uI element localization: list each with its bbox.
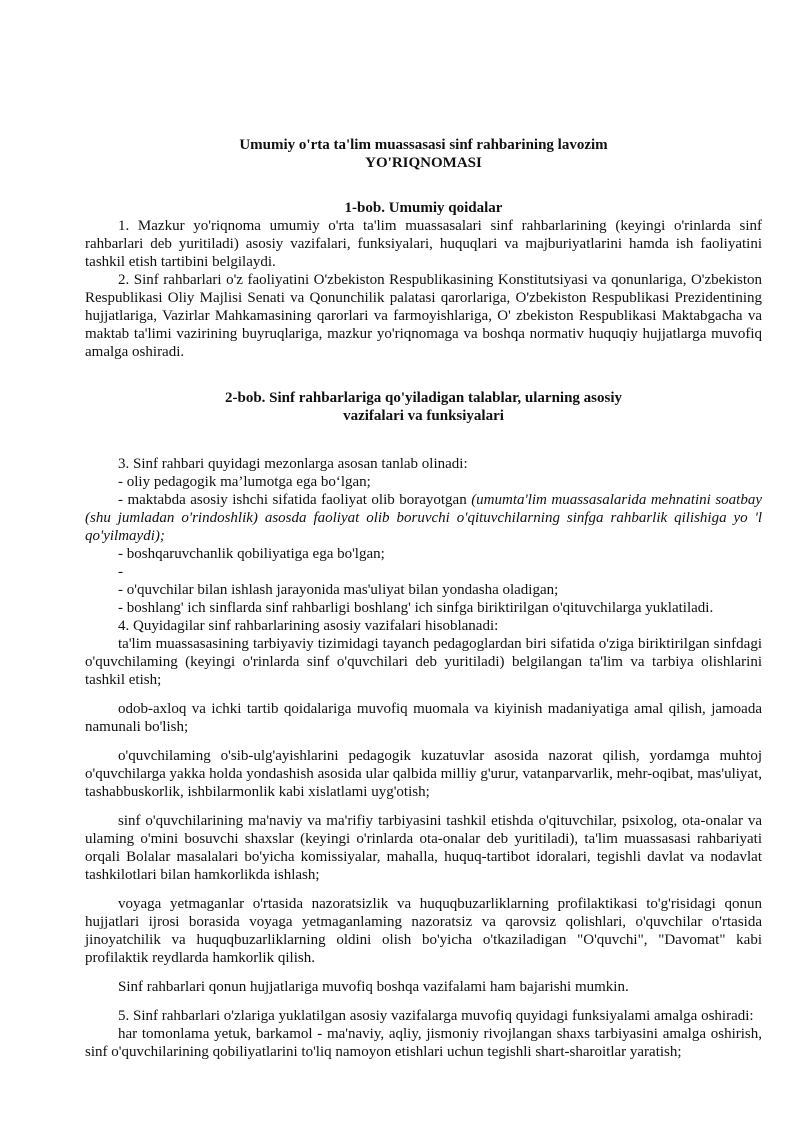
paragraph-3: 3. Sinf rahbari quyidagi mezonlarga asosan tanlab olinadi:	[118, 456, 468, 472]
criteria-item-1: - oliy pedagogik ma’lumotga ega bo‘lgan;	[118, 474, 371, 490]
chapter-2-heading-line-2: vazifalari va funksiyalari	[343, 408, 504, 424]
title-line-1: Umumiy o'rta ta'lim muassasasi sinf rahbarining lavozim	[239, 137, 608, 153]
criteria-item-2-note: (umumta'lim muassasalarida mehnatini soatbay (shu jumladan o'rindoshlik) asosda faoliyat olib boruvchi o'qituvchilarning sinfga rahbarlik qilishiga yo 'l qo'yilmaydi);	[85, 492, 762, 544]
paragraph-5: 5. Sinf rahbarlari o'zlariga yuklatilgan asosiy vazifalarga muvofiq quyidagi funksiyalami amalga oshiradi:	[118, 1008, 754, 1024]
paragraph-1: 1. Mazkur yo'riqnoma umumiy o'rta ta'lim muassasalari sinf rahbarlarining (keyingi o'rinlarda sinf rahbarlari deb yuritiladi) asosiy vazifalari, funksiyalari, huquqlari va majburiyatlarini hamda ish faoliyatini tashkil etish tartibini belgilaydi.	[85, 218, 762, 270]
duty-item-1: ta'lim muassasasining tarbiyaviy tizimidagi tayanch pedagoglardan biri sifatida o'ziga biriktirilgan sinfdagi o'quvchilaming (keyingi o'rinlarda sinf o'quvchilari deb yuritiladi) belgilangan ta'lim va tarbiya olishlarini tashkil etish;	[85, 636, 762, 688]
duty-item-5: voyaga yetmaganlar o'rtasida nazoratsizlik va huquqbuzarliklarning profilaktikasi to'g'risidagi qonun hujjatlari ijrosi borasida voyaga yetmaganlaming nazoratsiz va qarovsiz qolishlari, o'quvchilar o'rtasida jinoyatchilik va huquqbuzarliklarning oldini olish bo'yicha o'tkaziladigan "O'quvchi", "Davomat" kabi profilaktik reydlarda hamkorlik qilish.	[85, 896, 762, 966]
chapter-2-heading	[85, 389, 762, 425]
chapter-1-heading: 1-bob. Umumiy qoidalar	[344, 200, 503, 216]
duty-item-3: o'quvchilaming o'sib-ulg'ayishlarini pedagogik kuzatuvlar asosida nazorat qilish, yordamga muhtoj o'quvchilarga yakka holda yondashish asosida ular qalbida milliy g'urur, vatanparvarlik, mehr-oqibat, mas'uliyat, tashabbuskorlik, ishbilarmonlik kabi xislatlami uyg'otish;	[85, 748, 762, 800]
paragraph-2: 2. Sinf rahbarlari o'z faoliyatini O'zbekiston Respublikasining Konstitutsiyasi va qonunlariga, O'zbekiston Respublikasi Oliy Majlisi Senati va Qonunchilik palatasi qarorlariga, O'zbekiston Respublikasi Prezidentining hujjatlariga, Vazirlar Mahkamasining qarorlari va farmoyishlariga, O' zbekiston Respublikasi Maktabgacha va maktab ta'limi vazirining buyruqlariga, mazkur yo'riqnomaga va boshqa normativ huquqiy hujjatlarga muvofiq amalga oshiradi.	[85, 272, 762, 360]
criteria-item-2	[85, 491, 762, 545]
title-line-2: YO'RIQNOMASI	[365, 155, 482, 171]
chapter-2-heading-line-1: 2-bob. Sinf rahbarlariga qo'yiladigan talablar, ularning asosiy	[224, 390, 623, 406]
function-item-1: har tomonlama yetuk, barkamol - ma'naviy, aqliy, jismoniy rivojlangan shaxs tarbiyasini amalga oshirish, sinf o'quvchilarining qobiliyatlarini to'liq namoyon etishlari uchun tegishli shart-sharoitlar yaratish;	[85, 1026, 762, 1060]
duty-item-6: Sinf rahbarlari qonun hujjatlariga muvofiq boshqa vazifalami ham bajarishi mumkin.	[118, 979, 629, 995]
criteria-item-5: - o'quvchilar bilan ishlash jarayonida mas'uliyat bilan yondasha oladigan;	[118, 582, 559, 598]
paragraph-4: 4. Quyidagilar sinf rahbarlarining asosiy vazifalari hisoblanadi:	[118, 618, 499, 634]
criteria-item-4: -	[118, 564, 123, 580]
criteria-item-3: - boshqaruvchanlik qobiliyatiga ega bo'lgan;	[118, 546, 385, 562]
criteria-item-6: - boshlang' ich sinflarda sinf rahbarligi boshlang' ich sinfga biriktirilgan o'qituvchilarga yuklatiladi.	[118, 600, 714, 616]
criteria-item-2-text: - maktabda asosiy ishchi sifatida faoliyat olib borayotgan	[118, 492, 472, 508]
duty-item-2: odob-axloq va ichki tartib qoidalariga muvofiq muomala va kiyinish madaniyatiga amal qilish, jamoada namunali bo'lish;	[85, 701, 762, 735]
duty-item-4: sinf o'quvchilarining ma'naviy va ma'rifiy tarbiyasini tashkil etishda o'qituvchilar, psixolog, ota-onalar va ulaming o'mini bosuvchi shaxslar (keyingi o'rinlarda ota-onalar deb yuritiladi), ta'lim muassasasi rahbariyati orqali Bolalar masalalari bo'yicha komissiyalar, mahalla, huquq-tartibot idoralari, tegishli davlat va nodavlat tashkilotlari bilan hamkorlikda ishlash;	[85, 813, 762, 883]
document-title	[85, 136, 762, 172]
